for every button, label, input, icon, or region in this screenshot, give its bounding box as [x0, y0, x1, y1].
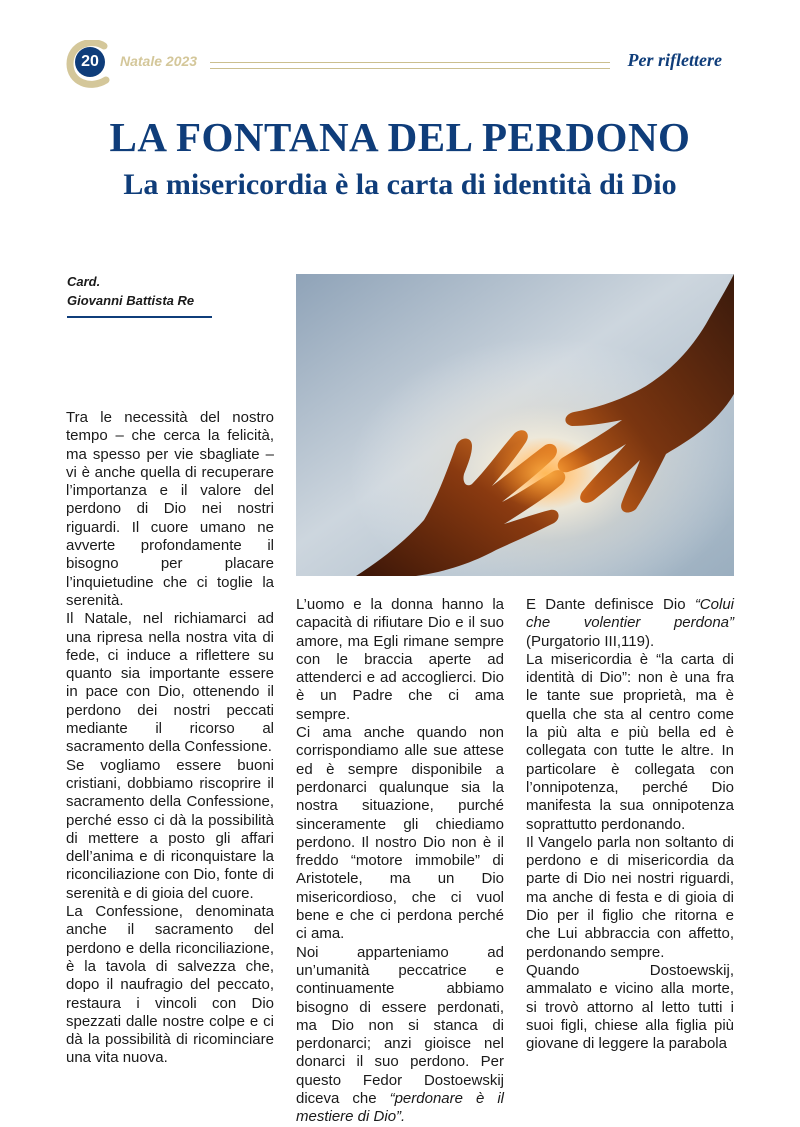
- paragraph-text: Noi apparteniamo ad un’umanità peccatrice e continuamente abbiamo bisogno di essere perdonati, ma Dio non si stanca di perdonarci; anzi gioisce nel donarci il suo perdono. Per questo Fedor Dostoewskij diceva che: [296, 943, 504, 1108]
- page-number: 20: [75, 47, 105, 77]
- article-subtitle: La misericordia è la carta di identità di Dio: [123, 168, 677, 201]
- paragraph: La Confessione, denominata anche il sacramento del perdono e della riconciliazione, è la tavola di salvezza che, dopo il naufragio del peccato, restaura i vincoli con Dio spezzati dalle nostre colpe e ci dà la possibilità di ricominciare una vita nuova.: [66, 903, 274, 1067]
- issue-label: Natale 2023: [120, 53, 198, 69]
- author-byline: [67, 272, 212, 318]
- dante-quote: “Colui che volentier perdona”: [526, 596, 734, 632]
- paragraph: Il Natale, nel richiamarci ad una ripresa nella nostra vita di fede, ci induce a riflettere su quanto sia importante essere in pace con Dio, ottenendo il perdono dei nostri peccati mediante il ricorso al sacramento della Confessione.: [66, 610, 274, 756]
- reaching-hands-photo: [296, 274, 734, 576]
- header-divider: [210, 62, 610, 69]
- article-column-2: [296, 596, 504, 1127]
- article-column-1: [66, 409, 274, 1068]
- author-name: Giovanni Battista Re: [67, 293, 195, 308]
- paragraph: Il Vangelo parla non soltanto di perdono e di misericordia da parte di Dio nei nostri riguardi, ma anche di festa e di gioia di Dio per il figlio che ritorna e che Lui abbraccia con affetto, perdonando sempre.: [526, 833, 734, 961]
- paragraph: L’uomo e la donna hanno la capacità di rifiutare Dio e il suo amore, ma Egli rimane sempre con le braccia aperte ad attenderci e ad accoglierci. Dio è un Padre che ci ama sempre.: [296, 596, 504, 723]
- article-column-3: [526, 596, 734, 1053]
- section-label: Per riflettere: [627, 50, 722, 70]
- paragraph: Ci ama anche quando non corrispondiamo alle sue attese ed è sempre disponibile a perdonarci qualunque sia la nostra situazione, purché sinceramente gli chiediamo perdono. Il nostro Dio non è il freddo “motore immobile” di Aristotele, ma un Dio misericordioso, che ci vuol bene e che ci perdona perché ci ama.: [296, 724, 504, 943]
- paragraph: [526, 596, 734, 651]
- paragraph: Tra le necessità del nostro tempo – che cerca la felicità, ma spesso per vie sbagliate – vi è anche quella di recuperare l’importanza e il valore del perdono di Dio nei nostri riguardi. Il cuore umano ne avverte profondamente il bisogno per placare l’inquietudine che ci toglie la serenità.: [66, 409, 274, 609]
- paragraph: La misericordia è “la carta di identità di Dio”: non è una fra le tante sue proprietà, ma è quella che sta al centro come la più alta e più bella ed è collegata con tutte le altre. In particolare è collegata con l’onnipotenza, perché Dio manifesta la sua onnipotenza soprattutto perdonando.: [526, 650, 734, 833]
- article-title: LA FONTANA DEL PERDONO: [109, 114, 691, 160]
- paragraph: [296, 944, 504, 1127]
- paragraph: Se vogliamo essere buoni cristiani, dobbiamo riscoprire il sacramento della Confessione, perché esso ci dà la possibilità di mettere a posto gli affari dell’anima e di riconquistare la riconciliazione con Dio, fonte di serenità e di gioia del cuore.: [66, 756, 274, 902]
- dante-reference: (Purgatorio III,119).: [526, 632, 655, 650]
- author-title: Card.: [67, 274, 101, 289]
- dostoevsky-quote: “perdonare è il mestiere di Dio”.: [296, 1090, 504, 1126]
- dante-intro: E Dante definisce Dio: [526, 596, 686, 613]
- paragraph: Quando Dostoewskij, ammalato e vicino alla morte, si trovò attorno al letto tutti i suoi figli, chiese alla figlia più giovane di leggere la parabola: [526, 961, 734, 1053]
